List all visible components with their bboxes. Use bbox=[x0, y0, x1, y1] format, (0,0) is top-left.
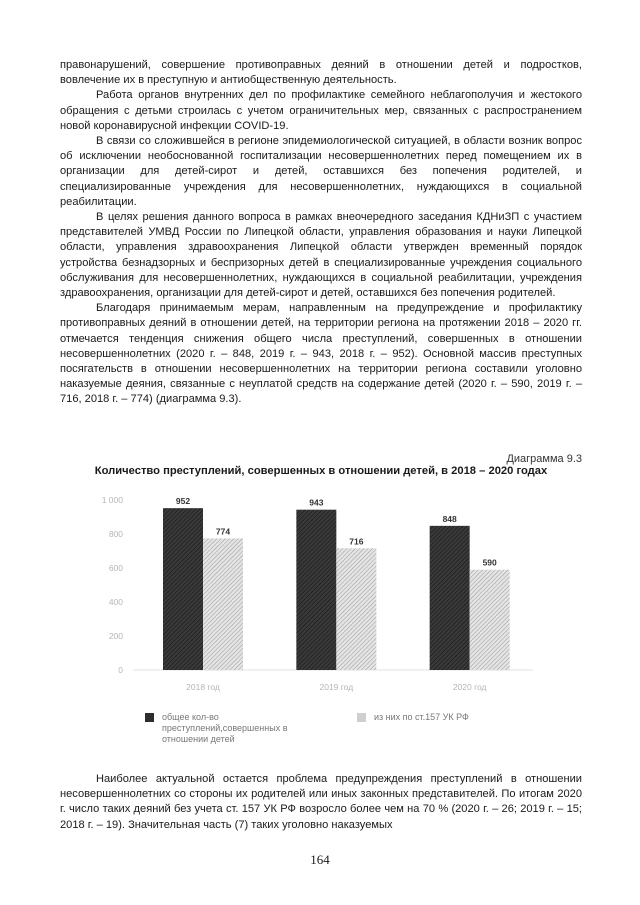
legend-item-art157 bbox=[357, 712, 477, 723]
paragraph: Благодаря принимаемым мерам, направленным на предупреждение и профилактику противоправных деяний в отношении детей, на территории региона на протяжении 2018 – 2020 гг. отмечается тенденция снижения общего числа преступлений, совершенных в отношении несовершеннолетних (2020 г. – 848, 2019 г. – 943, 2018 г. – 952). Основной массив преступных посягательств в отношении несовершеннолетних на территории региона составили уголовно наказуемые деяния, связанные с неуплатой средств на содержание детей (2020 г. – 590, 2019 г. – 716, 2018 г. – 774) (диаграмма 9.3). bbox=[60, 302, 582, 406]
paragraph: В целях решения данного вопроса в рамках внеочередного заседания КДНиЗП с участием представителей УМВД России по Липецкой области, управления образования и науки Липецкой области, управления здравоохранения Липецкой области утвержден временный порядок устройства безнадзорных и беспризорных детей в специализированные учреждения социального обслуживания для несовершеннолетних, нуждающихся в социальной реабилитации, учреждения здравоохранения, организации для детей-сирот и детей, оставшихся без попечения родителей. bbox=[60, 211, 582, 300]
page-number: 164 bbox=[310, 852, 330, 867]
y-tick-label: 0 bbox=[118, 665, 123, 675]
bar-art157 bbox=[470, 570, 510, 670]
paragraph: Работа органов внутренних дел по профилактике семейного неблагополучия и жестокого обращения с детьми строилась с учетом ограничительных мер, связанных с распространением новой коронавирусной инфекции COVID-19. bbox=[60, 89, 582, 132]
x-tick-label: 2019 год bbox=[319, 682, 354, 692]
data-label: 952 bbox=[175, 496, 191, 507]
data-label: 848 bbox=[442, 513, 457, 524]
legend-swatch-dark bbox=[145, 713, 154, 722]
x-tick-label: 2018 год bbox=[186, 682, 220, 692]
bar-chart bbox=[95, 482, 565, 702]
legend-label-total: общее кол-во преступлений,совершенных в отношении детей bbox=[162, 712, 288, 744]
diagram-number: Диаграмма 9.3 bbox=[506, 453, 582, 465]
x-tick-label: 2020 год bbox=[452, 682, 487, 692]
body-text-bottom bbox=[60, 772, 582, 833]
bar-total bbox=[430, 526, 470, 670]
y-tick-label: 600 bbox=[108, 563, 123, 573]
bar-total bbox=[163, 508, 203, 670]
data-label: 943 bbox=[309, 497, 324, 508]
paragraph: правонарушений, совершение противоправных деяний в отношении детей и подростков, вовлечение их в преступную и антиобщественную деятельность. bbox=[60, 59, 582, 87]
y-tick-label: 400 bbox=[108, 597, 123, 607]
data-label: 590 bbox=[482, 557, 497, 568]
body-text-top bbox=[60, 58, 582, 408]
y-tick-label: 1 000 bbox=[101, 495, 123, 505]
data-label: 774 bbox=[215, 526, 231, 537]
data-label: 716 bbox=[349, 536, 364, 547]
legend-label-art157: из них по ст.157 УК РФ bbox=[374, 712, 469, 722]
paragraph: В связи со сложившейся в регионе эпидемиологической ситуацией, в области возник вопрос об исключении необоснованной госпитализации несовершеннолетних перед помещением их в организации для детей-сирот и детей, оставшихся без попечения родителей, и специализированные учреждения для несовершеннолетних, нуждающихся в социальной реабилитации. bbox=[60, 135, 582, 208]
chart-title: Количество преступлений, совершенных в отношении детей, в 2018 – 2020 годах bbox=[94, 465, 548, 477]
paragraph: Наиболее актуальной остается проблема предупреждения преступлений в отношении несовершеннолетних со стороны их родителей или иных законных представителей. По итогам 2020 г. число таких деяний без учета ст. 157 УК РФ возросло более чем на 70 % (2020 г. – 26; 2019 г. – 15; 2018 г. – 19). Значительная часть (7) таких уголовно наказуемых bbox=[60, 773, 582, 831]
legend-item-total bbox=[145, 712, 305, 745]
y-tick-label: 800 bbox=[108, 529, 123, 539]
y-tick-label: 200 bbox=[108, 631, 123, 641]
bar-art157 bbox=[336, 548, 376, 670]
legend-swatch-light bbox=[357, 713, 366, 722]
bar-total bbox=[296, 510, 336, 670]
bar-art157 bbox=[203, 538, 243, 670]
